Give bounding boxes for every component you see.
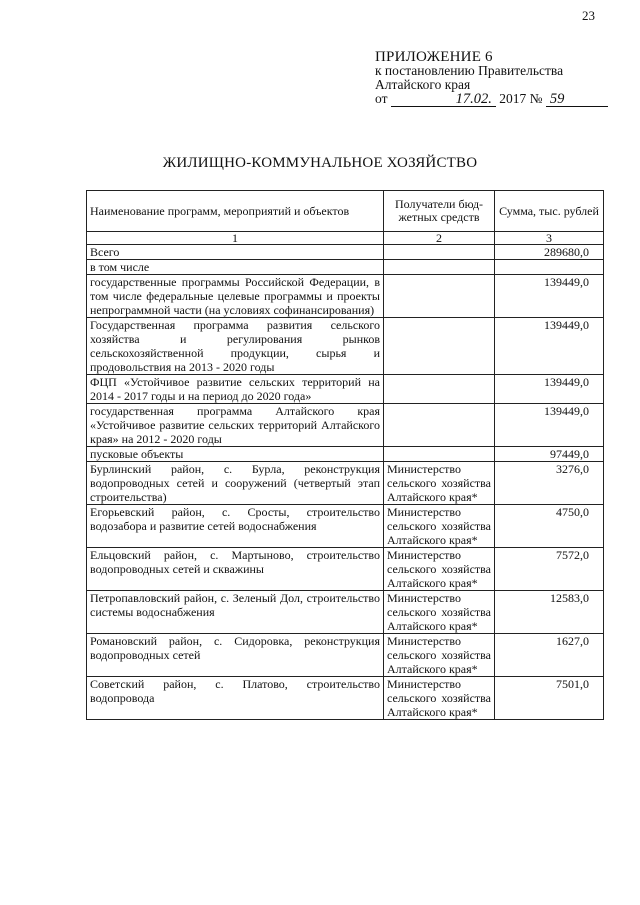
- table-row: [87, 375, 604, 404]
- from-label: от: [375, 91, 388, 106]
- row-name: Егорьевский район, с. Сросты, строительство водозабора и развитие сетей водоснабжения: [87, 505, 384, 548]
- resolution-number: 59: [546, 93, 608, 107]
- column-number: 2: [384, 232, 495, 245]
- row-recipient: Министерство сельского хозяйства Алтайского края*: [384, 634, 495, 677]
- appendix-date-line: [375, 92, 608, 107]
- row-name: Бурлинский район, с. Бурла, реконструкция водопроводных сетей и сооружений (четвертый этап строительства): [87, 462, 384, 505]
- row-name: ФЦП «Устойчивое развитие сельских территорий на 2014 - 2017 годы и на период до 2020 года»: [87, 375, 384, 404]
- row-amount: 3276,0: [495, 462, 604, 505]
- row-amount: 97449,0: [495, 447, 604, 462]
- row-name: пусковые объекты: [87, 447, 384, 462]
- appendix-resolution-line: к постановлению Правительства: [375, 63, 564, 78]
- row-recipient: Министерство сельского хозяйства Алтайского края*: [384, 462, 495, 505]
- resolution-year: 2017: [499, 91, 527, 106]
- resolution-date: 17.02.: [391, 93, 496, 107]
- header-amount: Сумма, тыс. рублей: [495, 191, 604, 232]
- column-number: 1: [87, 232, 384, 245]
- row-amount: 4750,0: [495, 505, 604, 548]
- table-row: [87, 245, 604, 260]
- row-amount: 139449,0: [495, 404, 604, 447]
- row-recipient: Министерство сельского хозяйства Алтайского края*: [384, 505, 495, 548]
- row-name: Ельцовский район, с. Мартыново, строительство водопроводных сетей и скважины: [87, 548, 384, 591]
- table-header-row: [87, 191, 604, 232]
- row-amount: 289680,0: [495, 245, 604, 260]
- table-row: [87, 462, 604, 505]
- appendix-header: [375, 50, 608, 107]
- row-recipient: [384, 404, 495, 447]
- table-row: [87, 260, 604, 275]
- row-recipient: Министерство сельского хозяйства Алтайского края*: [384, 591, 495, 634]
- row-recipient: Министерство сельского хозяйства Алтайского края*: [384, 548, 495, 591]
- number-label: №: [529, 91, 543, 106]
- row-amount: 12583,0: [495, 591, 604, 634]
- row-name: Всего: [87, 245, 384, 260]
- row-recipient: [384, 375, 495, 404]
- row-amount: 7572,0: [495, 548, 604, 591]
- budget-table: [86, 190, 604, 720]
- table-row: [87, 548, 604, 591]
- row-name: Советский район, с. Платово, строительство водопровода: [87, 677, 384, 720]
- row-amount: [495, 260, 604, 275]
- column-number: 3: [495, 232, 604, 245]
- table-row: [87, 404, 604, 447]
- table-row: [87, 591, 604, 634]
- header-recipient: Получатели бюд-жетных средств: [384, 191, 495, 232]
- column-number-row: [87, 232, 604, 245]
- appendix-region-line: Алтайского края: [375, 77, 471, 92]
- row-recipient: [384, 318, 495, 375]
- table-row: [87, 634, 604, 677]
- table-row: [87, 275, 604, 318]
- row-recipient: [384, 447, 495, 462]
- row-name: Петропавловский район, с. Зеленый Дол, строительство системы водоснабжения: [87, 591, 384, 634]
- page-number: 23: [582, 8, 595, 23]
- row-name: в том числе: [87, 260, 384, 275]
- row-name: государственная программа Алтайского края «Устойчивое развитие сельских территорий Алтайского края» на 2012 - 2020 годы: [87, 404, 384, 447]
- appendix-title: ПРИЛОЖЕНИЕ 6: [375, 49, 493, 65]
- section-title: ЖИЛИЩНО-КОММУНАЛЬНОЕ ХОЗЯЙСТВО: [162, 155, 478, 171]
- row-amount: 139449,0: [495, 318, 604, 375]
- row-name: Романовский район, с. Сидоровка, реконструкция водопроводных сетей: [87, 634, 384, 677]
- row-recipient: [384, 245, 495, 260]
- row-name: государственные программы Российской Федерации, в том числе федеральные целевые программы и проекты непрограммной части (на условиях софинансирования): [87, 275, 384, 318]
- table-row: [87, 505, 604, 548]
- row-recipient: [384, 275, 495, 318]
- table-row: [87, 677, 604, 720]
- row-amount: 139449,0: [495, 375, 604, 404]
- table-row: [87, 318, 604, 375]
- table-row: [87, 447, 604, 462]
- row-amount: 139449,0: [495, 275, 604, 318]
- row-name: Государственная программа развития сельского хозяйства и регулирования рынков сельскохозяйственной продукции, сырья и продовольствия на 2013 - 2020 годы: [87, 318, 384, 375]
- header-name: Наименование программ, мероприятий и объектов: [87, 191, 384, 232]
- row-amount: 7501,0: [495, 677, 604, 720]
- row-recipient: Министерство сельского хозяйства Алтайского края*: [384, 677, 495, 720]
- row-amount: 1627,0: [495, 634, 604, 677]
- row-recipient: [384, 260, 495, 275]
